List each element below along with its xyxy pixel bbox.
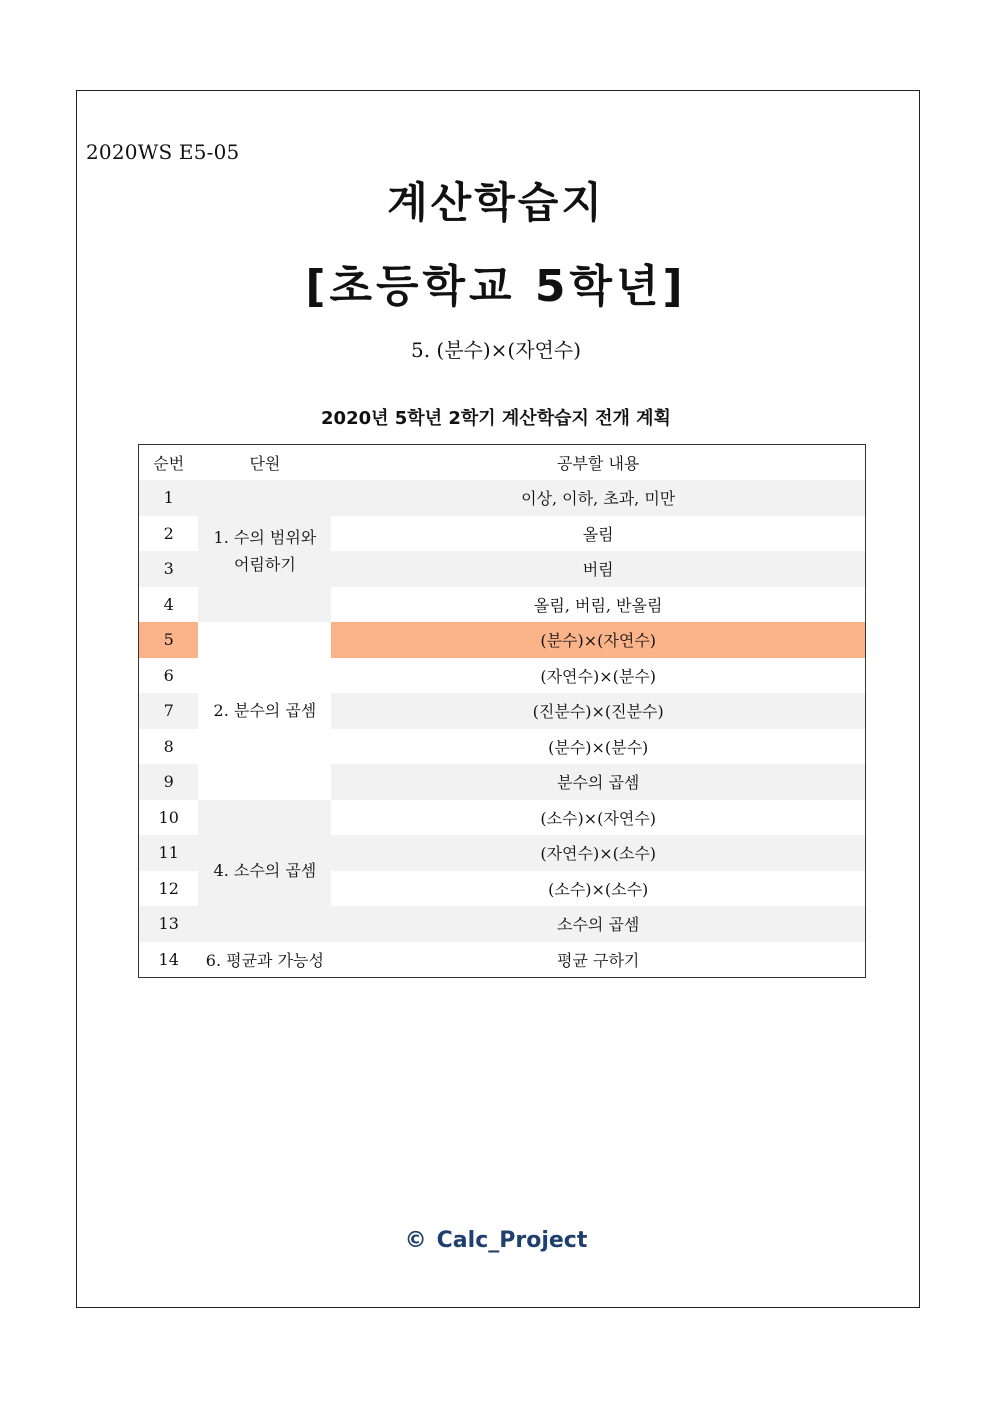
row-content: (자연수)×(소수): [540, 844, 657, 864]
row-content: (자연수)×(분수): [540, 666, 657, 686]
row-content: (분수)×(자연수): [540, 631, 657, 651]
unit-label: 4. 소수의 곱셈: [213, 861, 317, 880]
row-number: 11: [158, 843, 179, 863]
table-row: [139, 480, 866, 516]
page-title: 계산학습지: [387, 178, 605, 227]
row-number: 13: [158, 914, 179, 934]
row-number: 14: [158, 949, 179, 969]
copyright-icon: ©: [404, 1228, 427, 1253]
table-row-highlighted: [139, 622, 866, 658]
unit-cell: [198, 800, 331, 942]
row-content: (소수)×(자연수): [540, 808, 657, 828]
row-content: 평균 구하기: [557, 950, 640, 970]
row-content: 올림: [582, 524, 614, 544]
row-content: (소수)×(소수): [548, 879, 649, 899]
row-number: 12: [158, 878, 179, 898]
header-number: 순번: [139, 445, 199, 481]
row-content: 버림: [582, 560, 614, 580]
document-code: 2020WS E5-05: [86, 140, 240, 164]
row-content: (진분수)×(진분수): [532, 702, 664, 722]
row-content: 이상, 이하, 초과, 미만: [521, 489, 676, 509]
lesson-title: 5. (분수)×(자연수): [410, 338, 581, 362]
row-content: 분수의 곱셈: [557, 773, 640, 793]
plan-table: [138, 444, 866, 978]
row-number: 10: [158, 807, 179, 827]
footer-credit: [0, 1228, 992, 1253]
row-content: (분수)×(분수): [548, 737, 649, 757]
row-content: 올림, 버림, 반올림: [533, 595, 663, 615]
table-row: [139, 942, 866, 978]
header-content: 공부할 내용: [331, 445, 865, 481]
unit-label: 6. 평균과 가능성: [205, 950, 324, 970]
page-subtitle: [초등학교 5학년]: [305, 261, 687, 312]
header-unit: 단원: [198, 445, 331, 481]
footer-text: Calc_Project: [436, 1228, 588, 1253]
unit-label: 2. 분수의 곱셈: [213, 701, 317, 721]
table-row: [139, 800, 866, 836]
row-number: 2: [163, 523, 174, 543]
row-number: 7: [163, 701, 174, 721]
plan-table-title: 2020년 5학년 2학기 계산학습지 전개 계획: [321, 408, 671, 429]
unit-label: 1. 수의 범위와 어림하기: [213, 528, 317, 574]
unit-cell: [198, 480, 331, 622]
row-number: 3: [163, 559, 174, 579]
row-number: 4: [163, 594, 174, 614]
unit-cell: [198, 622, 331, 800]
row-number: 5: [163, 630, 174, 650]
row-number: 6: [163, 665, 174, 685]
table-header-row: [139, 445, 866, 481]
row-number: 9: [163, 772, 174, 792]
row-number: 8: [163, 736, 174, 756]
row-number: 1: [163, 488, 174, 508]
row-content: 소수의 곱셈: [557, 915, 640, 935]
